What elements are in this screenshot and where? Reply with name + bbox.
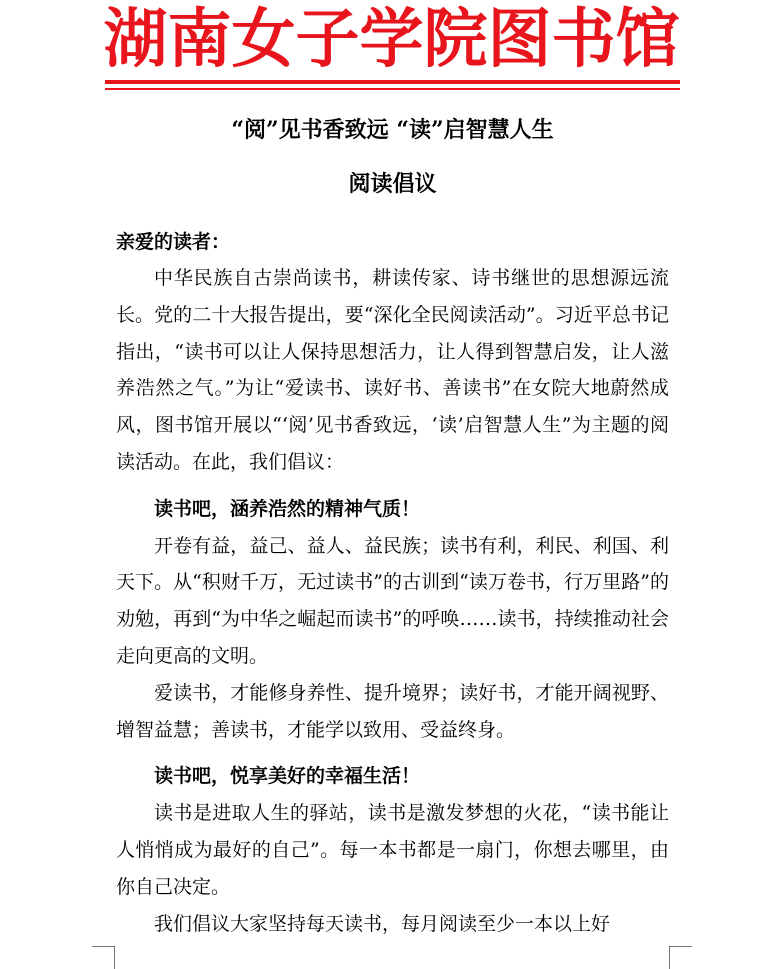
page-corner-mark-right (669, 946, 692, 969)
section-paragraph: 开卷有益，益己、益人、益民族；读书有利，利民、利国、利天下。从“积财千万，无过读书”的古训到“读万卷书，行万里路”的劝勉，再到“为中华之崛起而读书”的呼唤……读书，持续推动社会走向更高的文明。 (116, 534, 669, 667)
section-heading: 读书吧，涵养浩然的精神气质！ (154, 497, 421, 520)
section-heading: 读书吧，悦享美好的幸福生活！ (154, 765, 421, 788)
section-paragraph: 我们倡议大家坚持每天读书，每月阅读至少一本以上好 (154, 912, 611, 935)
masthead-rule-thin (105, 88, 680, 90)
salutation: 亲爱的读者： (116, 231, 231, 253)
section-paragraph: 读书是进取人生的驿站，读书是激发梦想的火花，“读书能让人悄悄成为最好的自己”。每一本书都是一扇门，你想去哪里，由你自己决定。 (116, 802, 669, 898)
section-paragraph: 爱读书，才能修身养性、提升境界；读好书，才能开阔视野、增智益慧；善读书，才能学以致用、受益终身。 (116, 681, 669, 741)
library-masthead-title: 湖南女子学院图书馆 (103, 3, 680, 77)
page-corner-mark-left (92, 946, 115, 969)
document-title: 阅读倡议 (348, 171, 437, 197)
masthead-rule-thick (105, 80, 680, 84)
spacer (116, 748, 669, 758)
masthead (0, 0, 783, 92)
intro-paragraph: 中华民族自古崇尚读书，耕读传家、诗书继世的思想源远流长。党的二十大报告提出，要“深化全民阅读活动”。习近平总书记指出，“读书可以让人保持思想活力，让人得到智慧启发，让人滋养浩然之气。”为让“爱读书、读好书、善读书”在女院大地蔚然成风，图书馆开展以“‘阅’见书香致远，‘读’启智慧人生”为主题的阅读活动。在此，我们倡议： (116, 267, 669, 473)
spacer (116, 481, 669, 491)
document-body (116, 110, 669, 942)
document-subtitle: “阅”见书香致远 “读”启智慧人生 (231, 117, 554, 143)
